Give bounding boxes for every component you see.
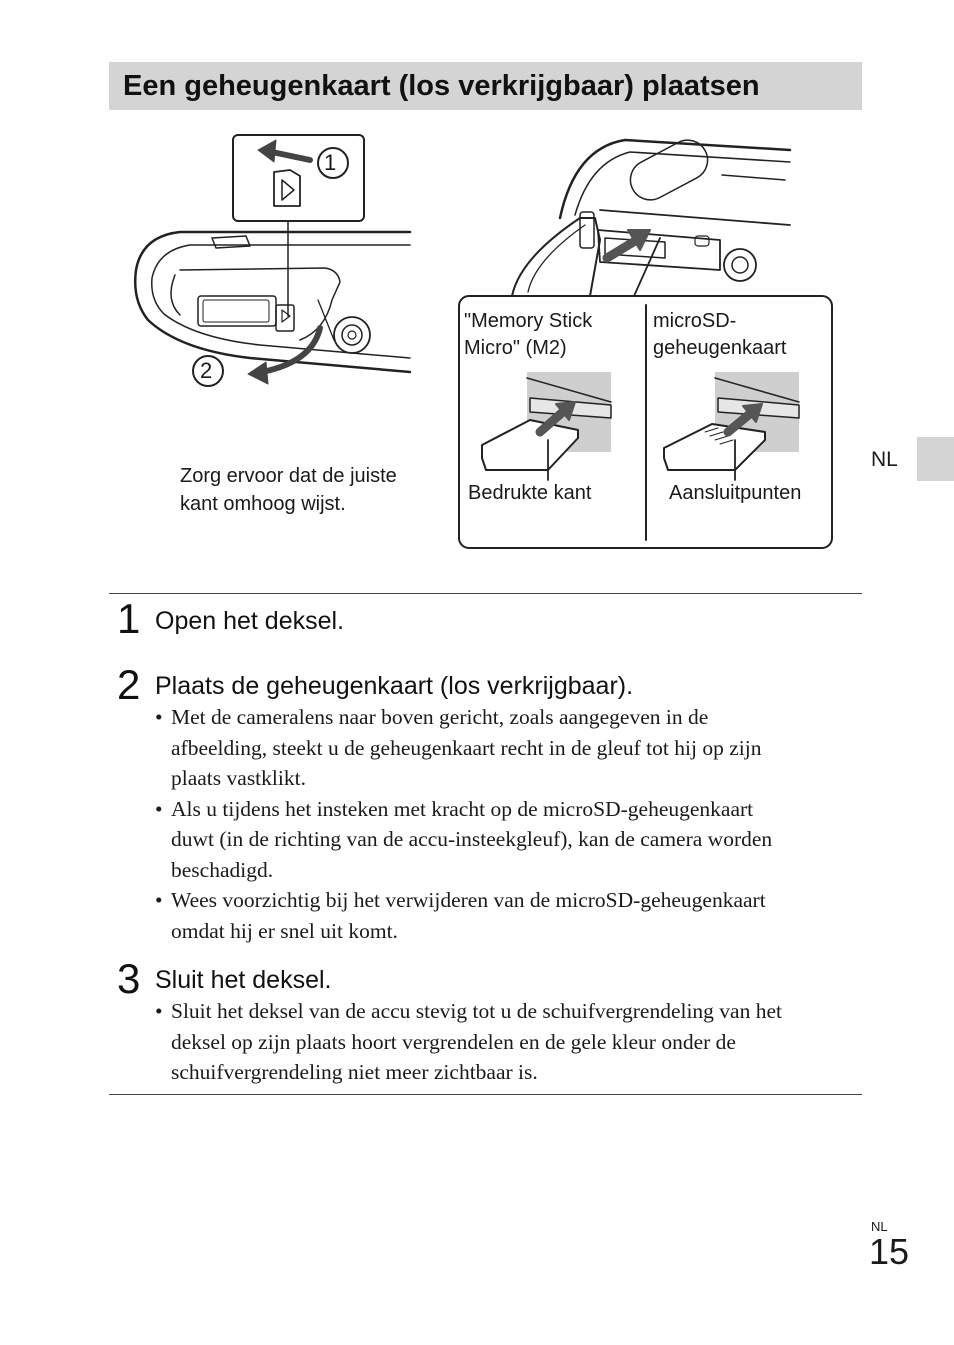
step-2-bullets <box>155 702 860 946</box>
step-2-title: Plaats de geheugenkaart (los verkrijgbaar). <box>155 672 634 700</box>
memory-stick-label-line-2: Micro" (M2) <box>464 337 567 359</box>
step-3-bullets <box>155 996 860 1088</box>
language-tab <box>917 437 954 481</box>
step-3-title: Sluit het deksel. <box>155 966 332 994</box>
bullet-item: • Sluit het deksel van de accu stevig tot u de schuifvergrendeling van het deksel op zijn plaats hoort vergrendelen en de gele kleur onder de schuifvergrendeling niet meer zichtbaar is. <box>155 999 782 1084</box>
callout-number-2: 2 <box>200 358 213 383</box>
memory-stick-label-line-1: "Memory Stick <box>464 310 593 332</box>
caption-line-1: Zorg ervoor dat de juiste <box>180 465 397 487</box>
page-number: 15 <box>869 1231 910 1272</box>
printed-side-label: Bedrukte kant <box>468 482 592 504</box>
caption-line-2: kant omhoog wijst. <box>180 493 346 515</box>
top-rule <box>109 593 862 594</box>
callout-number-1: 1 <box>324 150 337 175</box>
contacts-label: Aansluitpunten <box>669 482 802 504</box>
language-tab-label: NL <box>871 448 898 471</box>
step-2-number: 2 <box>117 661 141 708</box>
footer-language: NL <box>871 1219 888 1234</box>
step-1-title: Open het deksel. <box>155 607 345 635</box>
camera-illustration <box>0 0 954 560</box>
bottom-rule <box>109 1094 862 1095</box>
illustration <box>0 0 954 560</box>
step-1-number: 1 <box>117 595 141 642</box>
bullet-item: • Met de cameralens naar boven gericht, zoals aangegeven in de afbeelding, steekt u de geheugenkaart recht in de gleuf tot hij op zijn plaats vastklikt. <box>155 705 762 790</box>
section-title: Een geheugenkaart (los verkrijgbaar) plaatsen <box>123 70 760 102</box>
microsd-diagram <box>664 372 799 480</box>
camera-open-right <box>512 133 790 296</box>
step-3-number: 3 <box>117 955 141 1002</box>
bullet-item: • Als u tijdens het insteken met kracht op de microSD-geheugenkaart duwt (in de richting van de accu-insteekgleuf), kan de camera worden beschadigd. <box>155 796 773 882</box>
microsd-label-line-1: microSD- <box>653 310 737 332</box>
camera-bottom-left <box>135 232 410 372</box>
microsd-label-line-2: geheugenkaart <box>653 337 787 359</box>
bullet-item: • Wees voorzichtig bij het verwijderen van de microSD-geheugenkaart omdat hij er snel uit komt. <box>155 888 766 943</box>
memory-stick-micro-diagram <box>482 372 611 480</box>
